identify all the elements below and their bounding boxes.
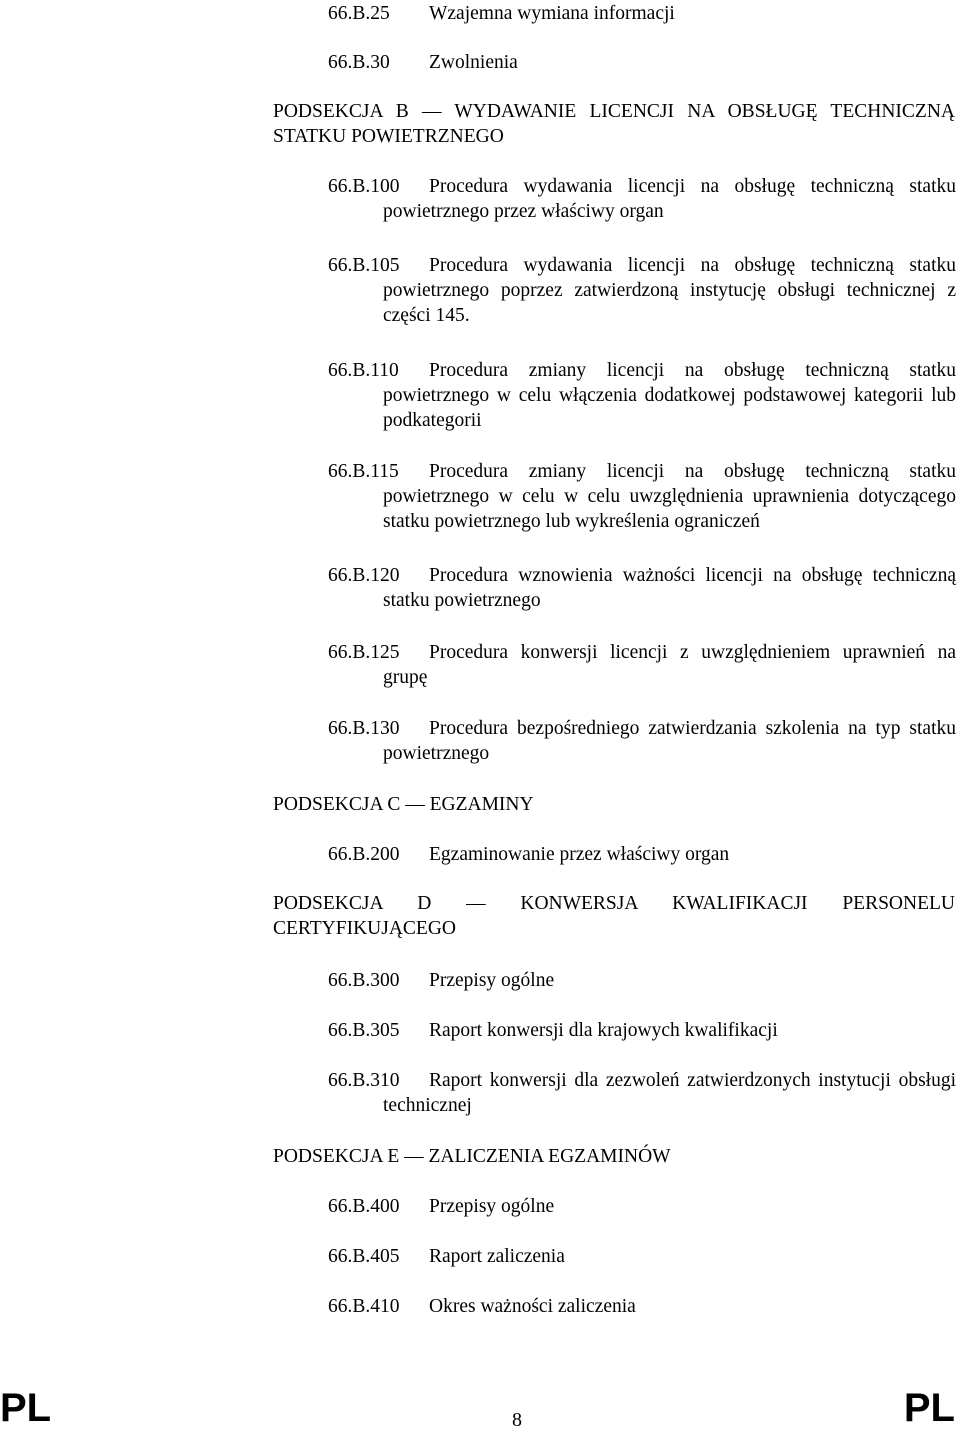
item-title: Przepisy ogólne xyxy=(429,1196,555,1217)
item-code: 66.B.105 xyxy=(328,255,400,276)
list-item xyxy=(328,358,956,433)
page-number: 8 xyxy=(512,1409,522,1431)
item-title: Procedura zmiany licencji na obsługę techniczną statku powietrznego w celu włączenia dodatkowej podstawowej kategorii lub podkategorii xyxy=(383,360,956,431)
list-item xyxy=(328,563,956,613)
item-title: Okres ważności zaliczenia xyxy=(429,1296,636,1317)
item-code: 66.B.310 xyxy=(328,1070,400,1091)
list-item xyxy=(328,968,555,993)
list-item xyxy=(328,1194,555,1219)
list-item xyxy=(328,716,956,766)
item-title: Procedura wydawania licencji na obsługę techniczną statku powietrznego przez właściwy organ xyxy=(383,176,956,222)
list-item xyxy=(328,1,675,26)
item-code: 66.B.400 xyxy=(328,1196,400,1217)
item-code: 66.B.300 xyxy=(328,970,400,991)
item-title: Raport zaliczenia xyxy=(429,1246,565,1267)
item-code: 66.B.115 xyxy=(328,461,399,482)
item-code: 66.B.305 xyxy=(328,1020,400,1041)
item-code: 66.B.200 xyxy=(328,844,400,865)
item-code: 66.B.120 xyxy=(328,565,400,586)
item-code: 66.B.410 xyxy=(328,1296,400,1317)
section-heading: PODSEKCJA B — WYDAWANIE LICENCJI NA OBSŁUGĘ TECHNICZNĄ STATKU POWIETRZNEGO xyxy=(273,101,955,147)
item-title: Procedura bezpośredniego zatwierdzania szkolenia na typ statku powietrznego xyxy=(383,718,956,764)
item-code: 66.B.30 xyxy=(328,52,390,73)
section-heading: PODSEKCJA D — KONWERSJA KWALIFIKACJI PERSONELU CERTYFIKUJĄCEGO xyxy=(273,893,955,939)
list-item xyxy=(328,1068,956,1118)
item-title: Procedura konwersji licencji z uwzględnieniem uprawnień na grupę xyxy=(383,642,956,688)
item-title: Procedura wznowienia ważności licencji na obsługę techniczną statku powietrznego xyxy=(383,565,956,611)
list-item xyxy=(328,1018,778,1043)
list-item xyxy=(328,1294,636,1319)
item-title: Wzajemna wymiana informacji xyxy=(429,3,675,24)
footer-lang-left: PL xyxy=(0,1386,52,1430)
item-title: Egzaminowanie przez właściwy organ xyxy=(429,844,730,865)
item-code: 66.B.405 xyxy=(328,1246,400,1267)
item-title: Raport konwersji dla zezwoleń zatwierdzonych instytucji obsługi technicznej xyxy=(383,1070,956,1116)
item-code: 66.B.125 xyxy=(328,642,400,663)
list-item xyxy=(328,50,518,75)
item-title: Przepisy ogólne xyxy=(429,970,555,991)
section-heading: PODSEKCJA C — EGZAMINY xyxy=(273,794,534,815)
item-title: Procedura zmiany licencji na obsługę techniczną statku powietrznego w celu w celu uwzględnienia uprawnienia dotyczącego statku powietrznego lub wykreślenia ograniczeń xyxy=(383,461,956,532)
list-item xyxy=(328,174,956,224)
list-item xyxy=(328,640,956,690)
item-code: 66.B.25 xyxy=(328,3,390,24)
footer-lang-right: PL xyxy=(903,1386,955,1430)
section-heading: PODSEKCJA E — ZALICZENIA EGZAMINÓW xyxy=(273,1146,671,1167)
list-item xyxy=(328,842,730,867)
list-item xyxy=(328,1244,565,1269)
list-item xyxy=(328,459,956,534)
item-code: 66.B.130 xyxy=(328,718,400,739)
item-code: 66.B.110 xyxy=(328,360,399,381)
item-title: Procedura wydawania licencji na obsługę techniczną statku powietrznego poprzez zatwierdzoną instytucję obsługi technicznej z części 145. xyxy=(383,255,956,326)
item-title: Raport konwersji dla krajowych kwalifikacji xyxy=(429,1020,778,1041)
item-code: 66.B.100 xyxy=(328,176,400,197)
list-item xyxy=(328,253,956,328)
item-title: Zwolnienia xyxy=(429,52,518,73)
